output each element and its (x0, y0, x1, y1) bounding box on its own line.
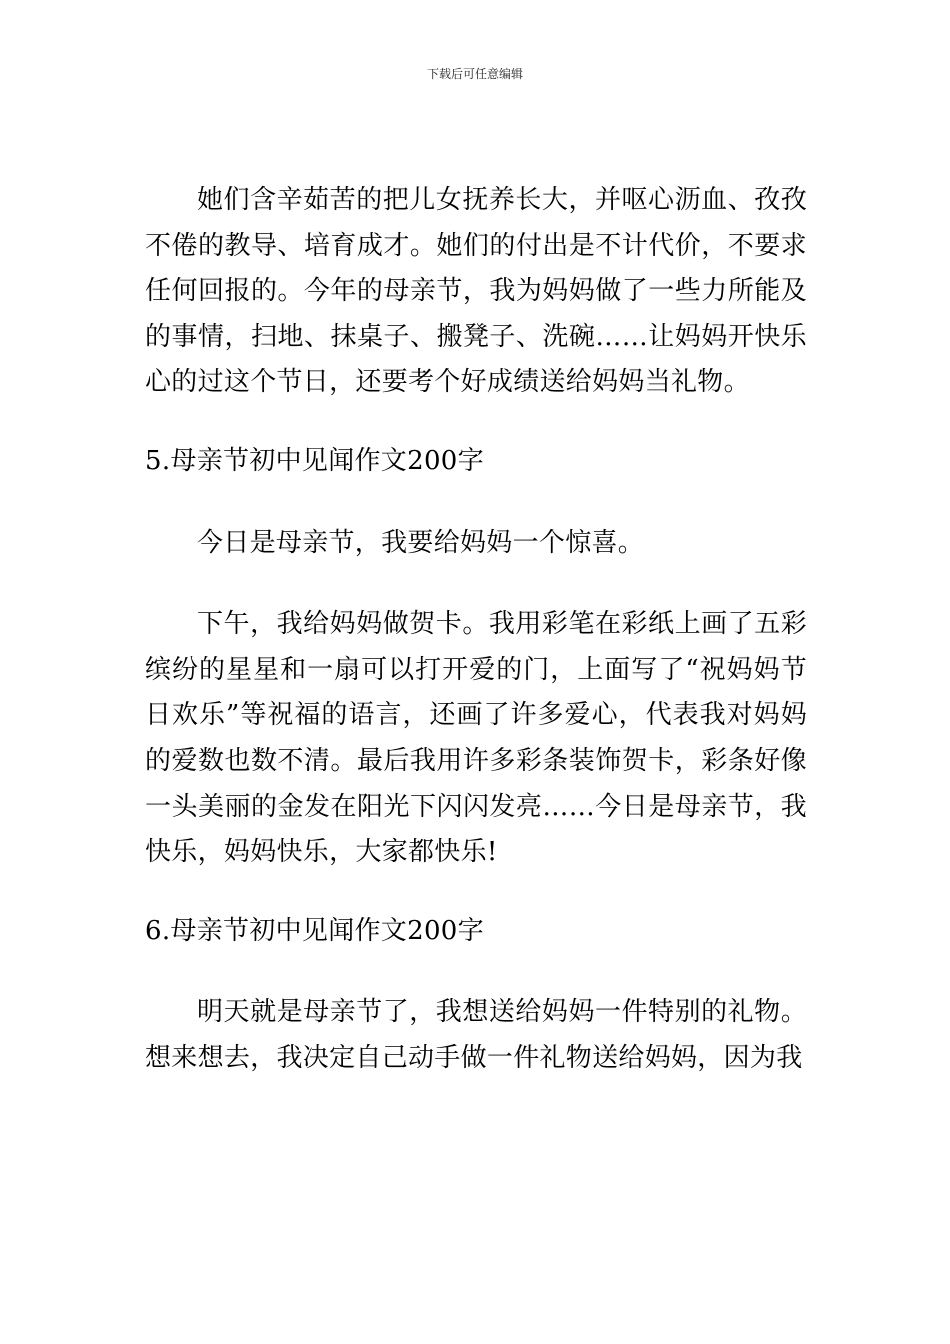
document-body (145, 178, 807, 1082)
spacer (145, 406, 807, 439)
paragraph-4: 明天就是母亲节了，我想送给妈妈一件特别的礼物。想来想去，我决定自己动手做一件礼物送给妈妈，因为我 (145, 997, 807, 1073)
spacer (145, 954, 807, 990)
page-header-note: 下载后可任意编辑 (426, 67, 523, 81)
spacer (145, 485, 807, 521)
paragraph-2: 今日是母亲节，我要给妈妈一个惊喜。 (197, 527, 645, 558)
paragraph-3: 下午，我给妈妈做贺卡。我用彩笔在彩纸上画了五彩缤纷的星星和一扇可以打开爱的门，上面写了“祝妈妈节日欢乐”等祝福的语言，还画了许多爱心，代表我对妈妈的爱数也数不清。最后我用许多彩条装饰贺卡，彩条好像一头美丽的金发在阳光下闪闪发亮……今日是母亲节，我快乐，妈妈快乐，大家都快乐! (145, 609, 807, 868)
spacer (145, 876, 807, 909)
spacer (145, 566, 807, 602)
paragraph-1: 她们含辛茹苦的把儿女抚养长大，并呕心沥血、孜孜不倦的教导、培育成才。她们的付出是不计代价，不要求任何回报的。今年的母亲节，我为妈妈做了一些力所能及的事情，扫地、抹桌子、搬凳子、洗碗……让妈妈开快乐心的过这个节日，还要考个好成绩送给妈妈当礼物。 (145, 185, 807, 398)
section-heading-5: 5.母亲节初中见闻作文200字 (145, 445, 484, 476)
section-heading-6: 6.母亲节初中见闻作文200字 (145, 915, 484, 946)
